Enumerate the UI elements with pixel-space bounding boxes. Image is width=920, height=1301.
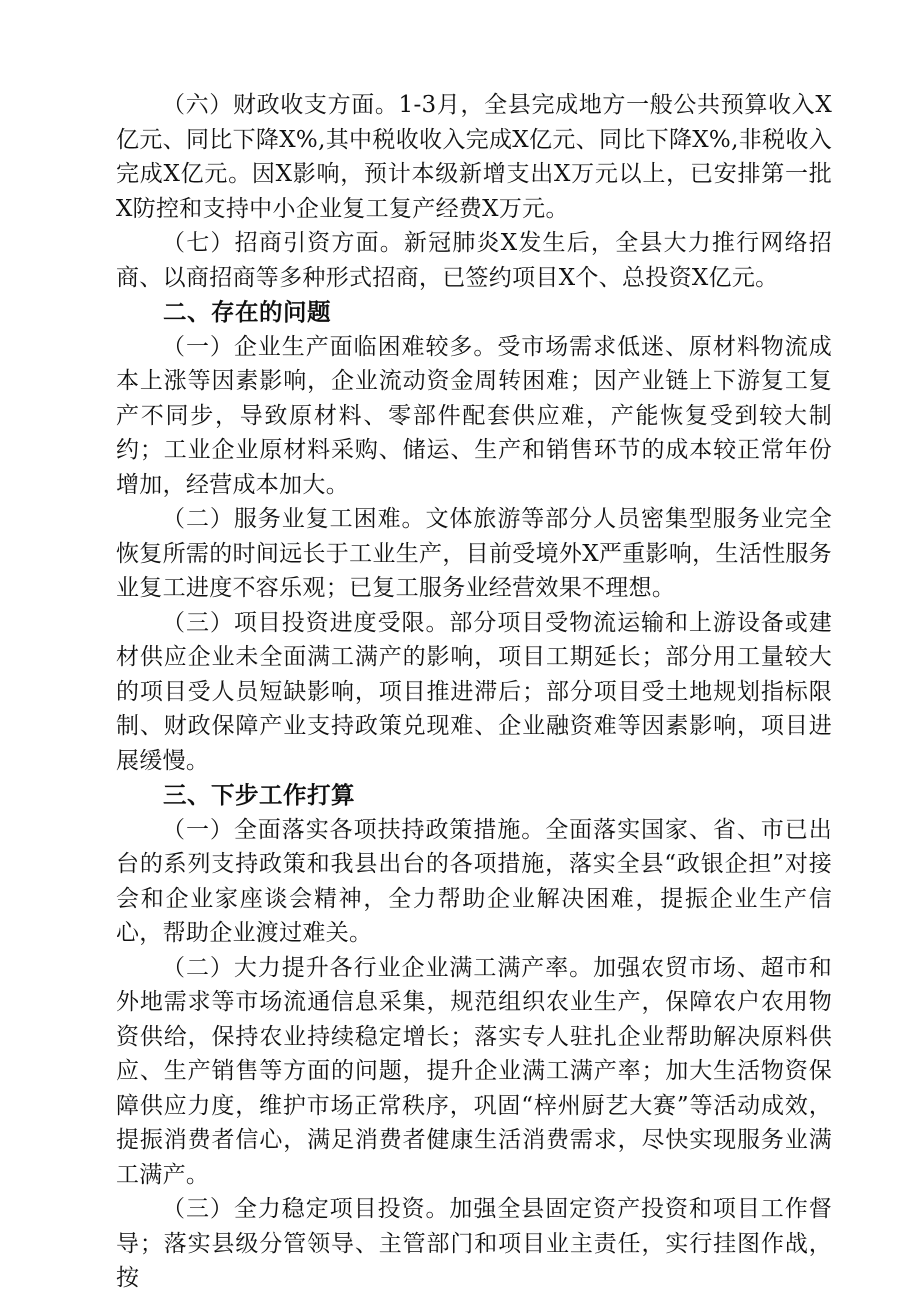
paragraph-plan-project-investment: （三）全力稳定项目投资。加强全县固定资产投资和项目工作督导；落实县级分管领导、主管部门和项目业主责任，实行挂图作战，按 [116, 1196, 832, 1291]
paragraph-investment-attraction: （七）招商引资方面。新冠肺炎X发生后，全县大力推行网络招商、以商招商等多种形式招商，已签约项目X个、总投资X亿元。 [116, 230, 832, 291]
paragraph-problem-production: （一）企业生产面临困难较多。受市场需求低迷、原材料物流成本上涨等因素影响，企业流动资金周转困难；因产业链上下游复工复产不同步，导致原材料、零部件配套供应难，产能恢复受到较大制约；工业企业原材料采购、储运、生产和销售环节的成本较正常年份增加，经营成本加大。 [116, 333, 832, 498]
paragraph-problem-projects: （三）项目投资进度受限。部分项目受物流运输和上游设备或建材供应企业未全面满工满产的影响，项目工期延长；部分用工量较大的项目受人员短缺影响，项目推进滞后；部分项目受土地规划指标限制、财政保障产业支持政策兑现难、企业融资难等因素影响，项目进展缓慢。 [116, 609, 832, 774]
document-page [116, 88, 832, 1296]
section-heading-next-steps: 三、下步工作打算 [163, 781, 355, 809]
section-heading-problems: 二、存在的问题 [163, 298, 331, 326]
paragraph-problem-services: （二）服务业复工困难。文体旅游等部分人员密集型服务业完全恢复所需的时间远长于工业生产，目前受境外X严重影响，生活性服务业复工进度不容乐观；已复工服务业经营效果不理想。 [116, 506, 832, 601]
paragraph-fiscal: （六）财政收支方面。1-3月，全县完成地方一般公共预算收入X亿元、同比下降X%,其中税收收入完成X亿元、同比下降X%,非税收入完成X亿元。因X影响，预计本级新增支出X万元以上，已安排第一批X防控和支持中小企业复工复产经费X万元。 [116, 92, 832, 222]
paragraph-plan-policies: （一）全面落实各项扶持政策措施。全面落实国家、省、市已出台的系列支持政策和我县出台的各项措施，落实全县“政银企担”对接会和企业家座谈会精神，全力帮助企业解决困难，提振企业生产信心，帮助企业渡过难关。 [116, 816, 832, 946]
paragraph-plan-production-rate: （二）大力提升各行业企业满工满产率。加强农贸市场、超市和外地需求等市场流通信息采集，规范组织农业生产，保障农户农用物资供给，保持农业持续稳定增长；落实专人驻扎企业帮助解决原料供应、生产销售等方面的问题，提升企业满工满产率；加大生活物资保障供应力度，维护市场正常秩序，巩固“梓州厨艺大赛”等活动成效，提振消费者信心，满足消费者健康生活消费需求，尽快实现服务业满工满产。 [116, 954, 832, 1188]
